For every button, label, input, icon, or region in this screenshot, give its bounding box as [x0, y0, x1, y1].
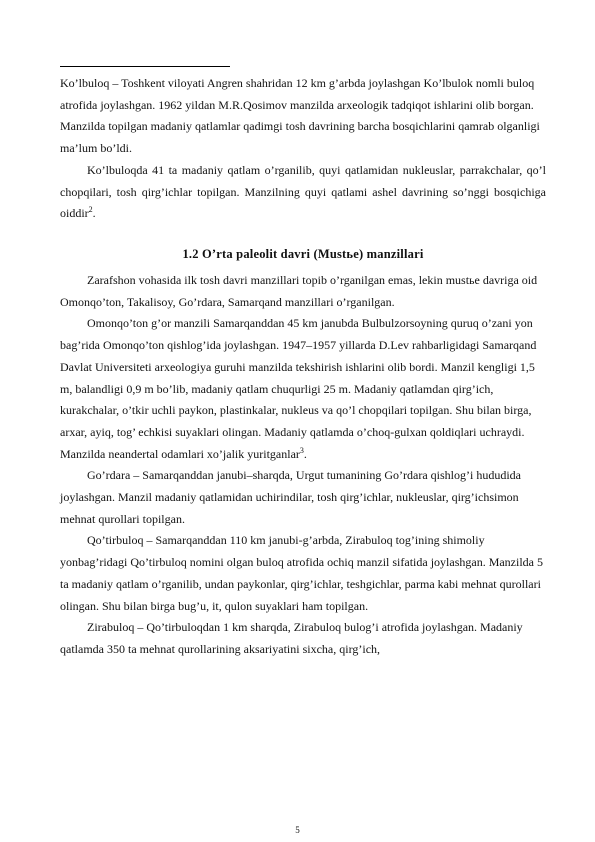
- qotirbuloq-paragraph: Qo’tirbuloq – Samarqanddan 110 km janubi-g’arbda, Zirabuloq tog’ining shimoliy yonbag’ridagi Qo’tirbuloq nomini olgan buloq atrofida ochiq manzil sifatida joylashgan. Manzilda 5 ta madaniy qatlam o’rganilib, undan paykonlar, qirg’ichlar, teshgichlar, parma kabi mehnat qurollari olingan. Shu bilan birga bug’u, it, qulon suyaklari ham topilgan.: [60, 533, 544, 613]
- intro-paragraph: Zarafshon vohasida ilk tosh davri manzillari topib o’rganilgan emas, lekin mustье davriga oid Omonqo’ton, Takalisoy, Go’rdara, Samarqand manzillari o’rganilgan.: [60, 273, 538, 309]
- footnote-separator: [60, 66, 230, 67]
- footnote-block: [60, 73, 546, 160]
- body-text: [60, 270, 546, 661]
- zirabuloq-paragraph: Zirabuloq – Qo’tirbuloqdan 1 km sharqda, Zirabuloq bulog’i atrofida joylashgan. Madaniy qatlamda 350 ta mehnat qurollarining aksariyatini sixcha, qirg’ich,: [60, 620, 523, 656]
- gordara-paragraph: Go’rdara – Samarqanddan janubi–sharqda, Urgut tumanining Go’rdara qishlog’i hududida joylashgan. Manzil madaniy qatlamidan uchirindilar, tosh qirg’ichlar, nukleuslar, qirg’ichsimon mehnat qurollari topilgan.: [60, 468, 522, 526]
- section-heading: 1.2 O’rta paleolit davri (Mustье) manzillari: [182, 247, 424, 261]
- kolbuloq-paragraph: [60, 160, 546, 225]
- omonqoton-paragraph: [60, 313, 546, 465]
- footnote-ref-2: 2: [88, 205, 93, 215]
- kolbuloq-paragraph-text: Ko’lbuloqda 41 ta madaniy qatlam o’rganilib, quyi qatlamidan nukleuslar, parrakchalar, qo’l chopqilari, tosh qirg’ichlar topilgan. Manzilning quyi qatlami ashel davrining so’nggi bosqichiga oiddir: [60, 163, 546, 221]
- page-number: 5: [295, 825, 300, 835]
- omonqoton-paragraph-text: Omonqo’ton g’or manzili Samarqanddan 45 km janubda Bulbulzorsoyning quruq o’zani yon bag’rida Omonqo’ton qishlog’ida joylashgan. 1947–1957 yillarda D.Lev rahbarligidagi Samarqand Davlat Universiteti arxeologiya guruhi manzilda tekshirish ishlarini olib bordi. Manzil kengligi 1,5 m, balandligi 0,9 m bo’lib, madaniy qatlam chuqurligi 25 m. Madaniy qatlamdan qirg’ich, kurakchalar, o’tkir uchli paykon, plastinkalar, nukleus va qo’l chopqilari topilgan. Shu bilan birga, arxar, ayiq, tog’ echkisi suyaklari olingan. Madaniy qatlamda o’choq-gulxan qoldiqlari uchraydi. Manzilda neandertal odamlari xo’jalik yuritganlar: [60, 316, 537, 461]
- footnote-ref-3: 3: [299, 445, 304, 455]
- footnote-text: Ko’lbuloq – Toshkent viloyati Angren shahridan 12 km g’arbda joylashgan Ko’lbulok nomli buloq atrofida joylashgan. 1962 yildan M.R.Qosimov manzilda arxeologik tadqiqot ishlarini olib borgan. Manzilda topilgan madaniy qatlamlar qadimgi tosh davrining barcha bosqichlarini qamrab olganligi ma’lum bo’ldi.: [60, 76, 540, 156]
- kolbuloq-paragraph-end: .: [92, 206, 96, 221]
- omonqoton-paragraph-end: .: [303, 446, 307, 461]
- kolbuloq-paragraph-block: [60, 160, 546, 225]
